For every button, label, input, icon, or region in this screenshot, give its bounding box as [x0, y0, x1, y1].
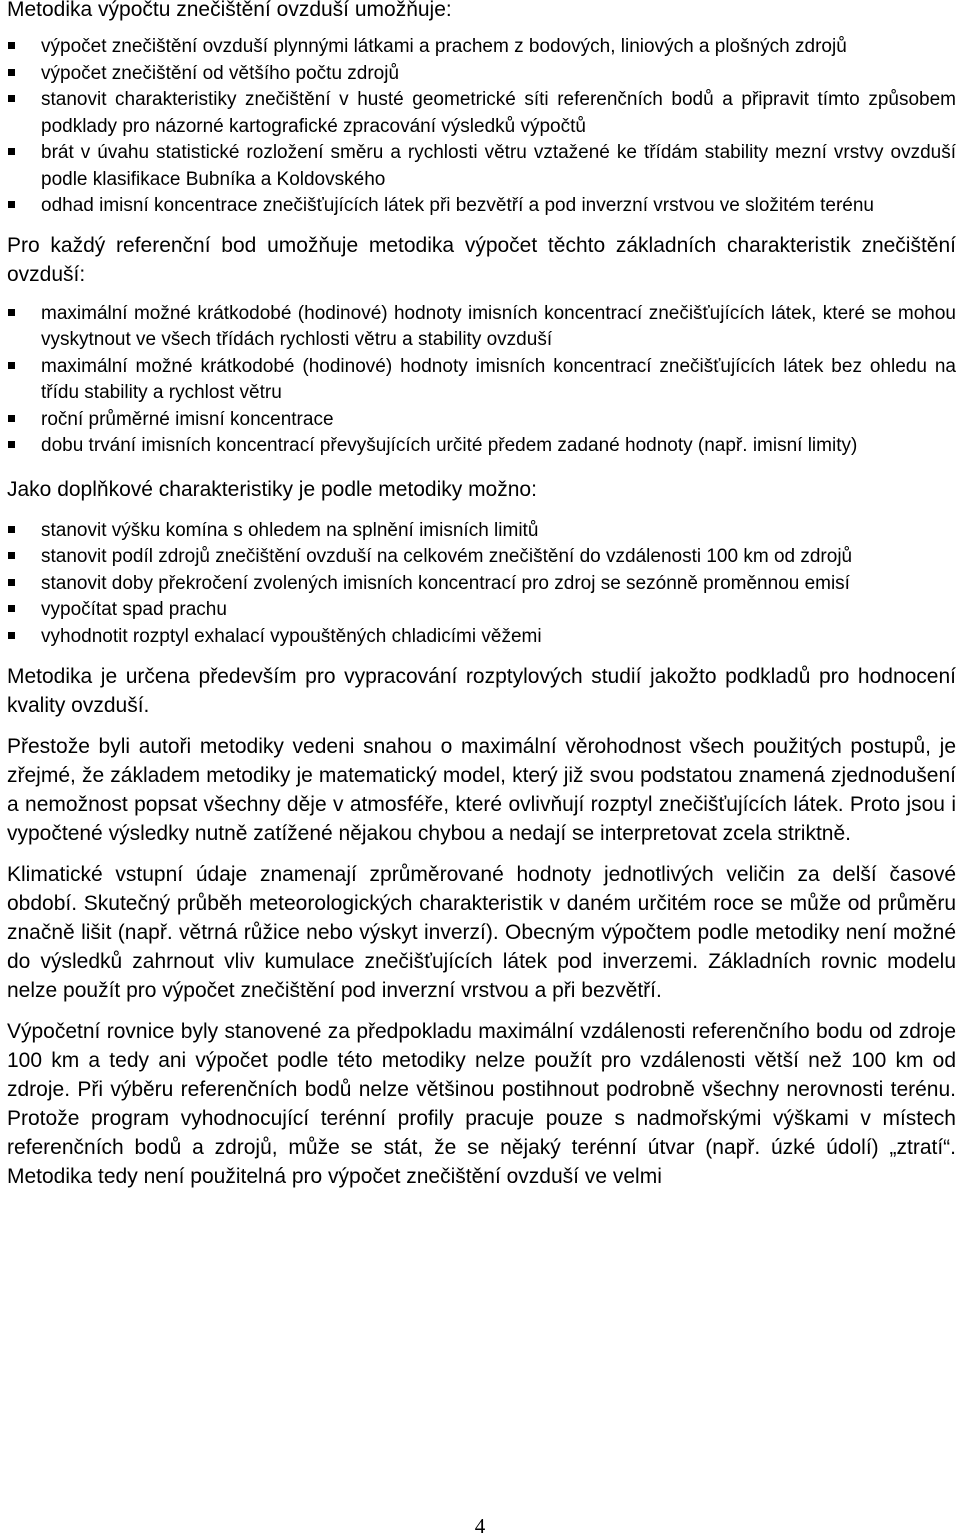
list-item-text: stanovit doby překročení zvolených imisních koncentrací pro zdroj se sezónně proměnnou emisí — [41, 572, 850, 594]
reference-characteristics-list — [7, 301, 956, 460]
supplementary-list — [7, 518, 956, 651]
list-item-text: dobu trvání imisních koncentrací převyšujících určité předem zadané hodnoty (např. imisní limity) — [41, 435, 858, 456]
list-item — [7, 87, 956, 140]
square-bullet-icon — [8, 69, 15, 76]
square-bullet-icon — [8, 309, 15, 316]
document-page — [7, 0, 956, 1191]
square-bullet-icon — [8, 201, 15, 208]
square-bullet-icon — [8, 95, 15, 102]
paragraph: Přestože byli autoři metodiky vedeni snahou o maximální věrohodnost všech použitých postupů, je zřejmé, že základem metodiky je matematický model, který již svou podstatou znamená zjednodušení a nemožnost popsat všechny děje v atmosféře, které ovlivňují rozptyl znečišťujících látek. Proto jsou i vypočtené výsledky nutně zatížené nějakou chybou a nedají se interpretovat zcela striktně. — [7, 735, 956, 845]
square-bullet-icon — [8, 605, 15, 612]
square-bullet-icon — [8, 552, 15, 559]
list-item-text: maximální možné krátkodobé (hodinové) hodnoty imisních koncentrací znečišťujících látek, které se mohou vyskytnout ve všech třídách rychlosti větru a stability ovzduší — [41, 302, 956, 350]
page-heading: Metodika výpočtu znečištění ovzduší umožňuje: — [7, 0, 452, 21]
square-bullet-icon — [8, 415, 15, 422]
paragraph: Výpočetní rovnice byly stanovené za předpokladu maximální vzdálenosti referenčního bodu od zdroje 100 km a tedy ani výpočet podle této metodiky nelze použít pro vzdálenosti větší než 100 km od zdroje. Při výběru referenčních bodů nelze většinou postihnout podrobně všechny nerovnosti terénu. Protože program vyhodnocující terénní profily pracuje pouze s nadmořskými výškami v místech referenčních bodů a zdrojů, může se stát, že se nějaký terénní útvar (např. úzké údolí) „ztratí“. Metodika tedy není použitelná pro výpočet znečištění ovzduší ve velmi — [7, 1020, 956, 1188]
list-item — [7, 61, 956, 88]
page-number: 4 — [474, 1514, 486, 1538]
list-item — [7, 407, 956, 434]
square-bullet-icon — [8, 526, 15, 533]
list-item — [7, 571, 956, 598]
list-item-text: brát v úvahu statistické rozložení směru a rychlosti větru vztažené ke třídám stability mezní vrstvy ovzduší podle klasifikace Bubníka a Koldovského — [41, 142, 956, 190]
square-bullet-icon — [8, 579, 15, 586]
square-bullet-icon — [8, 148, 15, 155]
list-item-text: roční průměrné imisní koncentrace — [41, 408, 334, 430]
list-item-text: vypočítat spad prachu — [41, 599, 227, 620]
list-item — [7, 544, 956, 571]
square-bullet-icon — [8, 42, 15, 49]
square-bullet-icon — [8, 362, 15, 369]
list-item — [7, 597, 956, 624]
list-item-text: odhad imisní koncentrace znečišťujících látek při bezvětří a pod inverzní vrstvou ve složitém terénu — [41, 195, 874, 216]
list-item-text: výpočet znečištění ovzduší plynnými látkami a prachem z bodových, liniových a plošných zdrojů — [41, 36, 847, 57]
square-bullet-icon — [8, 441, 15, 448]
list-item — [7, 34, 956, 61]
reference-intro: Pro každý referenční bod umožňuje metodika výpočet těchto základních charakteristik znečištění ovzduší: — [7, 233, 956, 286]
capabilities-list — [7, 34, 956, 220]
paragraph: Klimatické vstupní údaje znamenají zprůměrované hodnoty jednotlivých veličin za delší časové období. Skutečný průběh meteorologických charakteristik v daném určitém roce se může od průměru značně lišit (např. větrná růžice nebo výskyt inverzí). Obecným výpočtem podle metodiky není možné do výsledků zahrnout vliv kumulace znečišťujících látek pod inverzemi. Základních rovnic modelu nelze použít pro výpočet znečištění pod inverzní vrstvou a při bezvětří. — [7, 863, 956, 1002]
list-item-text: maximální možné krátkodobé (hodinové) hodnoty imisních koncentrací znečišťujících látek bez ohledu na třídu stability a rychlost větru — [41, 355, 956, 403]
list-item — [7, 354, 956, 407]
list-item — [7, 140, 956, 193]
list-item-text: vyhodnotit rozptyl exhalací vypouštěných chladicími věžemi — [41, 625, 542, 647]
list-item-text: stanovit charakteristiky znečištění v husté geometrické síti referenčních bodů a připravit tímto způsobem podklady pro názorné kartografické zpracování výsledků výpočtů — [41, 89, 956, 137]
list-item — [7, 193, 956, 220]
supplementary-intro: Jako doplňkové charakteristiky je podle metodiky možno: — [7, 477, 537, 501]
list-item — [7, 518, 956, 545]
list-item-text: výpočet znečištění od většího počtu zdrojů — [41, 62, 400, 84]
list-item-text: stanovit podíl zdrojů znečištění ovzduší na celkovém znečištění do vzdálenosti 100 km od zdrojů — [41, 546, 853, 567]
list-item-text: stanovit výšku komína s ohledem na splnění imisních limitů — [41, 519, 539, 541]
paragraph: Metodika je určena především pro vypracování rozptylových studií jakožto podkladů pro hodnocení kvality ovzduší. — [7, 665, 956, 717]
list-item — [7, 301, 956, 354]
list-item — [7, 433, 956, 460]
list-item — [7, 624, 956, 651]
square-bullet-icon — [8, 632, 15, 639]
